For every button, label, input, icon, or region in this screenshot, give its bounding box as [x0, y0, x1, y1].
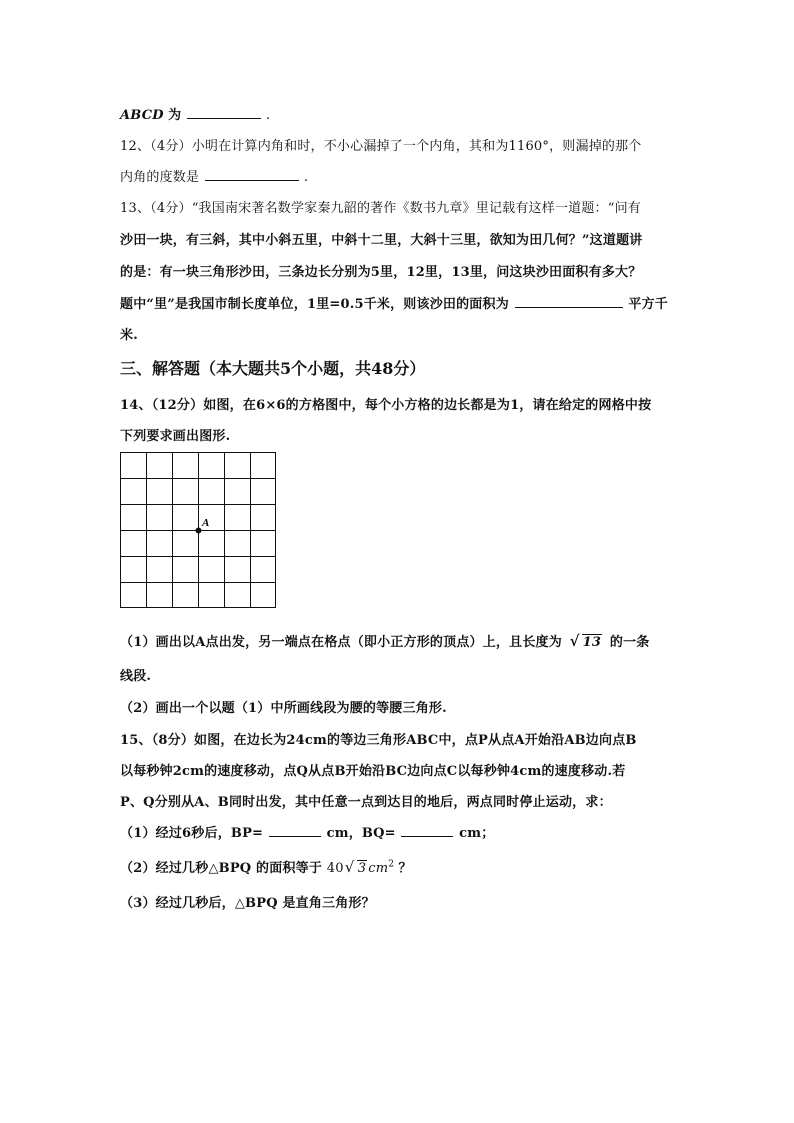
- q13-line4-text: 题中“里”是我国市制长度单位，1里=0.5千米，则该沙田的面积为: [120, 297, 509, 312]
- q13-line2: 沙田一块，有三斜，其中小斜五里，中斜十二里，大斜十三里，欲知为田几何？”这道题讲: [120, 233, 643, 248]
- q13-answer-blank[interactable]: [515, 295, 623, 308]
- sqrt-3: [345, 860, 367, 876]
- q14-part1: [120, 631, 650, 650]
- q11-tail: [120, 104, 270, 123]
- q14-part2: （2）画出一个以题（1）中所画线段为腰的等腰三角形.: [120, 701, 447, 716]
- q11-end: .: [265, 108, 271, 123]
- area-expression: [327, 861, 399, 876]
- area-unit: cm: [368, 861, 389, 876]
- q15-part1-c: cm；: [459, 826, 495, 841]
- q12-line1: 12、（4分）小明在计算内角和时，不小心漏掉了一个内角，其和为1160°，则漏掉的那个: [120, 139, 642, 154]
- q12-line2: [120, 166, 308, 185]
- point-a-label: A: [202, 517, 210, 529]
- q11-text: 为: [168, 108, 182, 123]
- q14-line2: 下列要求画出图形.: [120, 429, 231, 444]
- area-coefficient: 40: [326, 861, 344, 876]
- q15-part2: [120, 857, 412, 876]
- q12-line2-text: 内角的度数是: [120, 170, 200, 185]
- q15-line2: 以每秒钟2cm的速度移动，点Q从点B开始沿BC边向点C以每秒钟4cm的速度移动.若: [120, 764, 626, 779]
- bp-answer-blank[interactable]: [269, 824, 321, 837]
- grid-6x6-figure: [120, 452, 276, 608]
- q14-part1-post: 的一条: [609, 635, 650, 650]
- q12-answer-blank[interactable]: [205, 168, 299, 181]
- bq-answer-blank[interactable]: [401, 824, 453, 837]
- q13-line5: 米.: [120, 328, 138, 343]
- q15-part2-text: （2）经过几秒△BPQ 的面积等于: [120, 861, 323, 876]
- section-title: 三、解答题（本大题共5个小题，共48分）: [120, 359, 426, 378]
- q13-line4-post: 平方千: [628, 297, 668, 312]
- q15-part1: [120, 822, 494, 841]
- q13-line3: 的是：有一块三角形沙田，三条边长分别为5里，12里，13里，问这块沙田面积有多大？: [120, 265, 642, 280]
- q15-part3: （3）经过几秒后，△BPQ 是直角三角形？: [120, 896, 375, 911]
- sqrt-13-radicand: 13: [582, 635, 602, 650]
- sqrt-3-radicand: 3: [357, 861, 367, 876]
- point-a-dot: [196, 528, 202, 534]
- q15-part2-end: ？: [398, 861, 412, 876]
- q15-part1-b: cm，BQ=: [326, 826, 396, 841]
- q15-part1-a: （1）经过6秒后，BP=: [120, 826, 264, 841]
- sqrt-13: [570, 634, 603, 650]
- q13-line1: 13、（4分）“我国南宋著名数学家秦九韶的著作《数书九章》里记载有这样一道题：“问有: [120, 201, 642, 216]
- q14-part1-text: （1）画出以A点出发，另一端点在格点（即小正方形的顶点）上，且长度为: [120, 635, 562, 650]
- q11-answer-blank[interactable]: [187, 106, 261, 119]
- q11-label: ABCD: [120, 108, 164, 123]
- q13-line4: [120, 293, 668, 312]
- q15-line3: P、Q分别从A、B同时出发，其中任意一点到达目的地后，两点同时停止运动，求：: [120, 795, 612, 810]
- q14-part1-line2: 线段.: [120, 669, 152, 684]
- area-exponent: 2: [388, 859, 395, 870]
- q12-end: .: [303, 170, 309, 185]
- q15-line1: 15、（8分）如图，在边长为24cm的等边三角形ABC中，点P从点A开始沿AB边向点B: [120, 733, 637, 748]
- q14-line1: 14、（12分）如图，在6×6的方格图中，每个小方格的边长都是为1，请在给定的网格中按: [120, 398, 652, 413]
